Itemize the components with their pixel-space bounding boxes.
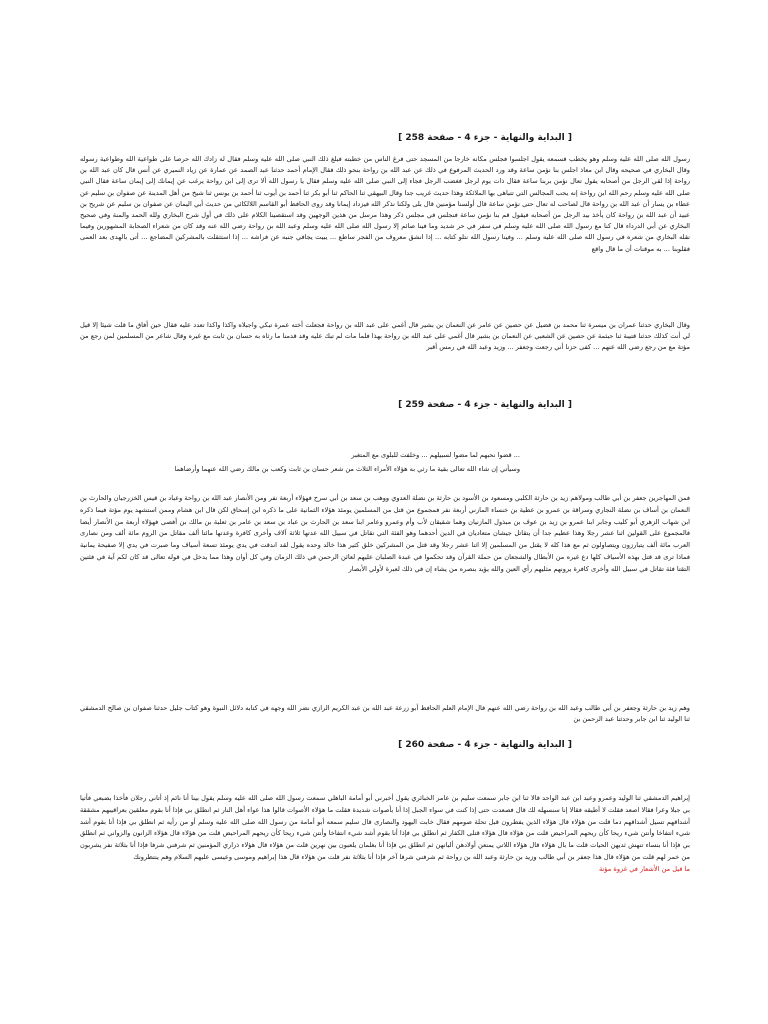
page-header-260: [ البداية والنهاية - جزء 4 - صفحة 260 ] xyxy=(398,740,572,750)
paragraph: وهم زيد بن حارثة وجعفر بن أبي طالب وعبد الله بن رواحة رضي الله عنهم قال الإمام العلم الحافظ أبو زرعة عبد الله بن عبد الكريم الرازي نضر الله وجهه في كتابه دلائل النبوة وهو كتاب جليل حدثنا صفوان بن صالح الدمشقي ثنا الوليد ثنا ابن جابر وحدثنا عبد الرحمن بن xyxy=(80,704,690,724)
page-header-258: [ البداية والنهاية - جزء 4 - صفحة 258 ] xyxy=(398,133,572,143)
paragraph: رسول الله صلى الله عليه وسلم وهو يخطب فسمعه يقول اجلسوا فجلس مكانه خارجا من المسجد حتى فرغ الناس من خطبته فبلغ ذلك النبي صلى الله عليه وسلم فقال له زادك الله حرصا على طواعية الله وطواعية رسوله وقال البخاري في صحيحه وقال ابن معاذ اجلس بنا نؤمن ساعة وقد ورد الحديث المرفوع في ذلك عن عبد الله بن رواحة بنحو ذلك فقال الإمام أحمد حدثنا عبد الصمد عن عمارة عن زياد النميري عن أنس قال كان عبد الله بن رواحة إذا لقي الرجل من أصحابه يقول تعال نؤمن بربنا ساعة فقال ذات يوم لرجل فغضب الرجل فجاء إلى النبي صلى الله عليه وسلم فقال يا رسول الله ألا ترى إلى ابن رواحة يرغب عن إيمانك إلى إيمان ساعة فقال النبي صلى الله عليه وسلم رحم الله ابن رواحة إنه يحب المجالس التي تتباهى بها الملائكة وهذا حديث غريب جدا وقال البيهقي ثنا الحاكم ثنا أبو بكر ثنا أحمد بن أيوب ثنا أحمد بن يونس ثنا شيخ من أهل المدينة عن صفوان بن سليم عن عطاء بن يسار أن عبد الله بن رواحة قال لصاحب له تعال حتى نؤمن ساعة قال أولسنا مؤمنين قال بلى ولكنا نذكر الله فيزداد إيمانا وقد روى الحافظ أبو القاسم اللالكائي من حديث أبي اليمان عن صفوان بن سليم عن شريح بن عبيد أن عبد الله بن رواحة كان يأخذ بيد الرجل من أصحابه فيقول قم بنا نؤمن ساعة فنجلس في مجلس ذكر وهذا مرسل من هذين الوجهين وقد استقصينا الكلام على ذلك في أول شرح البخاري ولله الحمد والمنة وفي صحيح البخاري عن أبي الدرداء قال كنا مع رسول الله صلى الله عليه وسلم في سفر في حر شديد وما فينا صائم إلا رسول الله صلى الله عليه وسلم وعبد الله بن رواحة رضي الله عنه وقد كان من شعراء الصحابة المشهورين وفيما نقله البخاري من شعره في رسول الله صلى الله عليه وسلم ... وفينا رسول الله نتلو كتابه ... إذا انشق معروف من الفجر ساطع ... يبيت يجافي جنبه عن فراشه ... إذا استثقلت بالمشركين المضاجع ... أتى بالهدى بعد العمى فقلوبنا ... به موقنات أن ما قال واقع xyxy=(80,155,690,253)
poem-line: وسيأتي إن شاء الله تعالى بقية ما رثي به هؤلاء الأمراء الثلاث من شعر حسان بن ثابت وكعب بن مالك رضي الله عنهما وأرضاهما xyxy=(174,465,520,473)
page-header-259: [ البداية والنهاية - جزء 4 - صفحة 259 ] xyxy=(398,400,572,410)
paragraph: وقال البخاري حدثنا عمران بن ميسرة ثنا محمد بن فضيل عن حصين عن عامر عن النعمان بن بشير قال أغمي على عبد الله بن رواحة فجعلت أخته عمرة تبكي واجبلاه واكذا واكذا تعدد عليه فقال حين أفاق ما قلت شيئا إلا قيل لي أنت كذلك حدثنا قتيبة ثنا حبثمة عن حصين عن الشعبي عن النعمان بن بشير قال أغمي على عبد الله بن رواحة بهذا فلما مات لم تبك عليه وقد قدمنا ما رثاه به حسان بن ثابت مع غيره وقال شاعر من المسلمين لمن رجع من مؤتة مع من رجع رضي الله عنهم ... كفى حزنا أني رجعت وجعفر ... وزيد وعبد الله في رمس أقبر xyxy=(80,321,690,352)
section-body xyxy=(80,793,690,895)
poem-line: ... قضوا نحبهم لما مضوا لسبيلهم ... وخلفت للبلوى مع المتغبر xyxy=(351,451,520,459)
paragraph: فمن المهاجرين جعفر بن أبي طالب ومولاهم زيد بن حارثة الكلبي ومسعود بن الأسود بن حارثة بن نضلة العدوي ووهب بن سعد بن أبي سرح فهؤلاء أربعة نفر ومن الأنصار عبد الله بن رواحة وعباد بن قيس الخزرجيان والحارث بن النعمان بن أساف بن نضلة النجاري وسراقة بن عمرو بن عطية بن خنساء المازني أربعة نفر فمجموع من قتل من المسلمين يومئذ هؤلاء الثمانية على ما ذكره ابن إسحاق لكن قال ابن هشام وممن استشهد يوم مؤتة فيما ذكره ابن شهاب الزهري أبو كليب وجابر ابنا عمرو بن زيد بن عوف بن مبذول المازنيان وهما شقيقان لأب وأم وعمرو وعامر ابنا سعد بن الحارث بن عباد بن سعد بن عامر بن ثعلبة بن مالك بن أفصى فهؤلاء أربعة من الأنصار أيضا فالمجموع على القولين اثنا عشر رجلا وهذا عظيم جدا أن يتقاتل جيشان متعاديان في الدين أحدهما وهو الفئة التي تقاتل في سبيل الله عدتها ثلاثة آلاف وأخرى كافرة وعدتها مائتا ألف مقاتل من الروم مائة ألف ومن نصارى العرب مائة ألف يتبارزون ويتصاولون ثم مع هذا كله لا يقتل من المسلمين إلا اثنا عشر رجلا وقد قتل من المشركين خلق كثير هذا خالد وحده يقول لقد اندقت في يدي يومئذ تسعة أسياف وما صبرت في يدي إلا صفيحة يمانية فماذا ترى قد قتل بهذه الأسياف كلها دع غيره من الأبطال والشجعان من حملة القرآن وقد تحكموا في عبدة الصلبان عليهم لعائن الرحمن في ذلك الزمان وفي كل أوان وهذا مما يدخل في قوله تعالى قد كان لكم آية في فئتين التقتا فئة تقاتل في سبيل الله وأخرى كافرة يرونهم مثليهم رأي العين والله يؤيد بنصره من يشاء إن في ذلك لعبرة لأولي الأبصار xyxy=(80,494,690,573)
paragraph: إبراهيم الدمشقي ثنا الوليد وعمرو وعبد ابن عبد الواحد قالا ثنا ابن جابر سمعت سليم بن عامر الخبائري يقول أخبرني أبو أمامة الباهلي سمعت رسول الله صلى الله عليه وسلم يقول بينا أنا نائم إذ أتاني رجلان فأخذا بضبعي فأتيا بي جبلا وعرا فقالا اصعد فقلت لا أطيقه فقالا إنا سنسهله لك قال فصعدت حتى إذا كنت في سواء الجبل إذا أنا بأصوات شديدة فقلت ما هؤلاء الأصوات قالوا هذا عواء أهل النار ثم انطلق بي فإذا أنا بقوم معلقين بعراقيبهم مشققة أشداقهم تسيل أشداقهم دما قلت من هؤلاء قال هؤلاء الذين يفطرون قبل تحلة صومهم فقال خابت اليهود والنصارى قال سليم سمعه أبو أمامة من رسول الله صلى الله عليه وسلم أو من رأيه ثم انطلق بي فإذا أنا بقوم أشد شيء انتفاخا وأنتن شيء ريحا كأن ريحهم المراحيض قلت من هؤلاء قال هؤلاء قتلى الكفار ثم انطلق بي فإذا أنا بقوم أشد شيء انتفاخا وأنتن شيء ريحا كأن ريحهم المراحيض قلت من هؤلاء قال هؤلاء الزانون والزواني ثم انطلق بي فإذا أنا بنساء تنهش ثديهن الحيات قلت ما بال هؤلاء قال هؤلاء اللاتي يمنعن أولادهن ألبانهن ثم انطلق بي فإذا أنا بغلمان يلعبون بين نهرين قلت من هؤلاء قال هؤلاء ذراري المؤمنين ثم شرفني شرفا فإذا أنا بثلاثة نفر يشربون من خمر لهم قلت من هؤلاء قال هذا جعفر بن أبي طالب وزيد بن حارثة وعبد الله بن رواحة ثم شرفني شرفا آخر فإذا أنا بثلاثة نفر قلت من هؤلاء قال هذا إبراهيم وموسى وعيسى عليهم السلام وهم ينتظرونك xyxy=(80,794,690,861)
poem-block xyxy=(80,448,690,476)
section-title-link[interactable]: ما قيل من الأشعار في غزوة مؤتة xyxy=(599,864,690,873)
